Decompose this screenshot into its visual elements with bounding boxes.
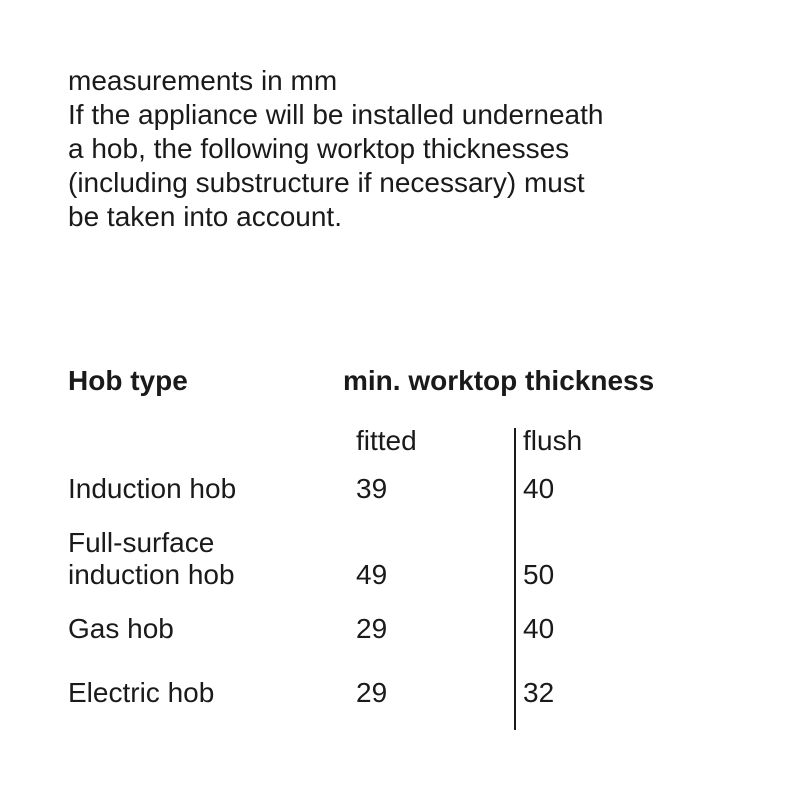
row-fitted-value: 29	[356, 677, 388, 708]
row-flush-value: 40	[523, 613, 555, 644]
subheader-fitted: fitted	[356, 425, 417, 456]
row-hob-type: Gas hob	[68, 613, 174, 644]
header-hob-type: Hob type	[68, 365, 188, 396]
row-fitted-value: 49	[356, 559, 388, 590]
row-hob-type: induction hob	[68, 559, 235, 590]
row-hob-type: Full-surface	[68, 527, 215, 558]
row-flush-value: 50	[523, 559, 555, 590]
row-fitted-value: 39	[356, 473, 388, 504]
column-divider	[514, 428, 516, 730]
intro-line: a hob, the following worktop thicknesses	[68, 133, 570, 164]
intro-line: measurements in mm	[68, 65, 338, 96]
intro-text	[68, 64, 768, 234]
row-flush-value: 40	[523, 473, 555, 504]
intro-line: If the appliance will be installed underneath	[68, 99, 604, 130]
intro-line: be taken into account.	[68, 201, 342, 232]
row-flush-value: 32	[523, 677, 555, 708]
header-min-thickness: min. worktop thickness	[343, 365, 655, 396]
intro-line: (including substructure if necessary) must	[68, 167, 585, 198]
subheader-flush: flush	[523, 425, 583, 456]
row-fitted-value: 29	[356, 613, 388, 644]
row-hob-type: Induction hob	[68, 473, 237, 504]
row-hob-type: Electric hob	[68, 677, 215, 708]
